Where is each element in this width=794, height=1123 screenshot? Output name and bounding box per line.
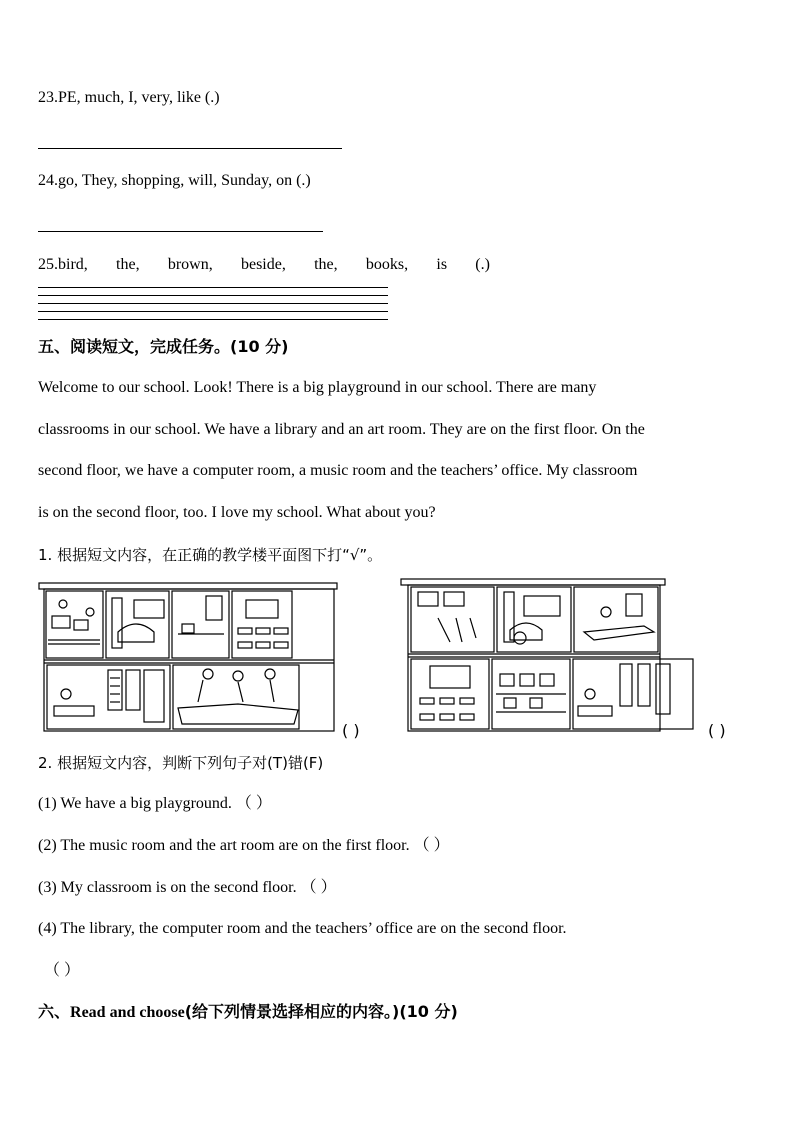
q25-word: (.) <box>475 256 490 273</box>
section-5-heading: 五、阅读短文，完成任务。(10 分) <box>38 337 289 356</box>
q25-word: 25.bird, <box>38 256 88 273</box>
answer-line-23[interactable] <box>38 148 342 149</box>
answer-line-25d[interactable] <box>38 311 388 312</box>
statement-4: (4) The library, the computer room and the teachers’ office are on the second floor. <box>38 920 567 937</box>
answer-line-25a[interactable] <box>38 287 388 288</box>
answer-line-24[interactable] <box>38 231 323 232</box>
section-6-number: 六、 <box>38 1002 71 1021</box>
task-1-instruction: 1. 根据短文内容，在正确的教学楼平面图下打“√”。 <box>38 546 383 564</box>
q25-word: brown, <box>167 256 213 273</box>
section-6-heading <box>38 1002 458 1023</box>
answer-line-25e[interactable] <box>38 319 388 320</box>
answer-box-plan-a[interactable]: ( ) <box>342 721 360 740</box>
statement-2: (2) The music room and the art room are on the first floor. （ ） <box>38 837 450 854</box>
q25-word: the, <box>314 256 338 273</box>
answer-line-25b[interactable] <box>38 295 388 296</box>
question-25 <box>38 255 490 275</box>
answer-box-plan-b[interactable]: ( ) <box>708 721 726 740</box>
floor-plan-b <box>400 578 700 734</box>
statement-3: (3) My classroom is on the second floor. （ ） <box>38 879 337 896</box>
statement-1: (1) We have a big playground. （ ） <box>38 795 272 812</box>
question-23: 23.PE, much, I, very, like (.) <box>38 89 220 106</box>
question-24: 24.go, They, shopping, will, Sunday, on (.) <box>38 172 311 189</box>
q25-word: the, <box>116 256 140 273</box>
q25-word: beside, <box>240 256 286 273</box>
section-6-title: Read and choose <box>70 1004 185 1021</box>
floor-plan-a <box>38 582 338 732</box>
q25-word: books, <box>365 256 409 273</box>
passage-line-4: is on the second floor, too. I love my school. What about you? <box>38 504 436 521</box>
passage-line-1: Welcome to our school. Look! There is a big playground in our school. There are many <box>38 379 597 396</box>
statement-4-answer-box[interactable]: （ ） <box>44 962 81 979</box>
answer-line-25c[interactable] <box>38 303 388 304</box>
q25-word: is <box>436 256 448 273</box>
passage-line-2: classrooms in our school. We have a library and an art room. They are on the first floor. On the <box>38 421 645 438</box>
task-2-instruction: 2. 根据短文内容，判断下列句子对(T)错(F) <box>38 754 324 772</box>
passage-line-3: second floor, we have a computer room, a music room and the teachers’ office. My classroom <box>38 462 638 479</box>
section-6-subtitle: (给下列情景选择相应的内容。)(10 分) <box>184 1002 458 1021</box>
